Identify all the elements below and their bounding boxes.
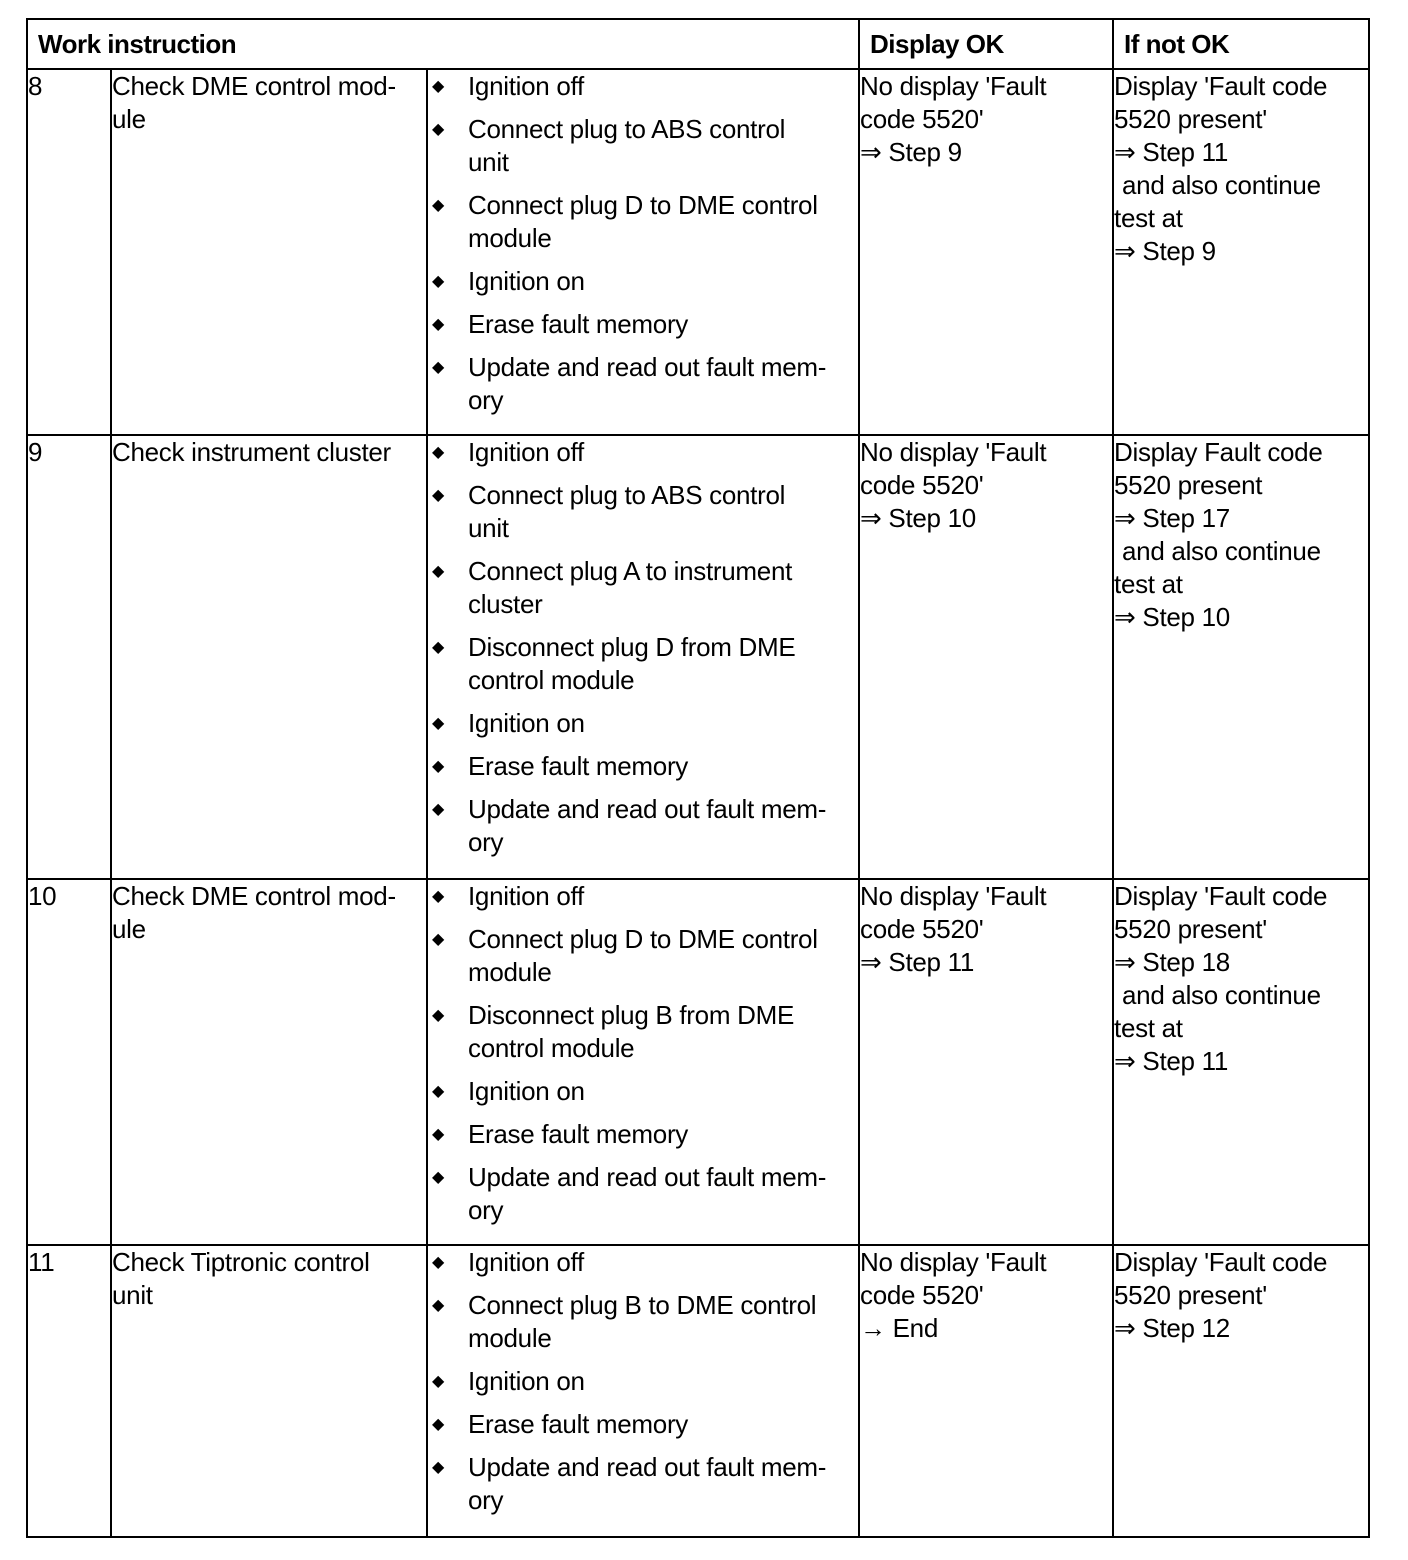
action-text: Update and read out fault mem- ory [468, 352, 827, 415]
if-not-ok-line: ⇒ Step 17 [1114, 503, 1230, 533]
if-not-ok-line: ⇒ Step 11 [1114, 1046, 1229, 1076]
display-ok-line: No display 'Fault [860, 881, 1047, 911]
list-item [428, 631, 858, 697]
action-text: Connect plug D to DME control module [468, 190, 818, 253]
if-not-ok-cell [1113, 1245, 1369, 1537]
display-ok-line: No display 'Fault [860, 71, 1047, 101]
if-not-ok-line: Display 'Fault code [1114, 71, 1328, 101]
table-row [27, 1245, 1369, 1537]
action-text: Update and read out fault mem- ory [468, 1162, 827, 1225]
action-list-cell [427, 69, 859, 435]
action-text: Ignition on [468, 266, 585, 296]
if-not-ok-line: and also continue [1122, 170, 1321, 200]
header-if-not-ok: If not OK [1113, 19, 1369, 69]
action-text: Erase fault memory [468, 1409, 689, 1439]
list-item [428, 880, 858, 913]
diamond-bullet-icon: ◆ [432, 639, 445, 656]
diamond-bullet-icon: ◆ [432, 121, 445, 138]
list-item [428, 479, 858, 545]
diamond-bullet-icon: ◆ [432, 273, 445, 290]
diamond-bullet-icon: ◆ [432, 359, 445, 376]
if-not-ok-line: 5520 present' [1114, 104, 1267, 134]
diamond-bullet-icon: ◆ [432, 563, 445, 580]
display-ok-cell [859, 435, 1113, 879]
action-text: Connect plug A to instrument cluster [468, 556, 793, 619]
if-not-ok-line: Display 'Fault code [1114, 881, 1328, 911]
list-item [428, 923, 858, 989]
action-text: Erase fault memory [468, 1119, 689, 1149]
if-not-ok-cell [1113, 879, 1369, 1245]
action-text: Ignition off [468, 881, 584, 911]
display-ok-line: code 5520' [860, 104, 984, 134]
diamond-bullet-icon: ◆ [432, 316, 445, 333]
if-not-ok-line: test at [1114, 203, 1183, 233]
diamond-bullet-icon: ◆ [432, 197, 445, 214]
diamond-bullet-icon: ◆ [432, 1297, 445, 1314]
if-not-ok-line: ⇒ Step 9 [1114, 236, 1216, 266]
diamond-bullet-icon: ◆ [432, 1254, 445, 1271]
display-ok-line: code 5520' [860, 1280, 984, 1310]
if-not-ok-line: ⇒ Step 11 [1114, 137, 1229, 167]
work-instruction-table [26, 18, 1370, 1538]
list-item [428, 1161, 858, 1227]
action-text: Connect plug to ABS control unit [468, 480, 786, 543]
display-ok-line: code 5520' [860, 470, 984, 500]
action-text: Ignition off [468, 1247, 584, 1277]
diamond-bullet-icon: ◆ [432, 1126, 445, 1143]
table-header-row [27, 19, 1369, 69]
action-text: Ignition on [468, 1366, 585, 1396]
list-item [428, 436, 858, 469]
if-not-ok-line: Display 'Fault code [1114, 1247, 1328, 1277]
list-item [428, 1451, 858, 1517]
list-item [428, 113, 858, 179]
if-not-ok-line: 5520 present [1114, 470, 1263, 500]
if-not-ok-line: ⇒ Step 12 [1114, 1313, 1230, 1343]
display-ok-cell [859, 879, 1113, 1245]
if-not-ok-line: and also continue [1122, 980, 1321, 1010]
if-not-ok-line: ⇒ Step 18 [1114, 947, 1230, 977]
action-text: Ignition on [468, 708, 585, 738]
if-not-ok-cell [1113, 435, 1369, 879]
list-item [428, 351, 858, 417]
diamond-bullet-icon: ◆ [432, 1459, 445, 1476]
if-not-ok-line: ⇒ Step 10 [1114, 602, 1230, 632]
header-display-ok: Display OK [859, 19, 1113, 69]
display-ok-cell [859, 1245, 1113, 1537]
display-ok-line: No display 'Fault [860, 437, 1047, 467]
if-not-ok-line: Display Fault code [1114, 437, 1323, 467]
table-body [27, 69, 1369, 1537]
list-item [428, 1118, 858, 1151]
diamond-bullet-icon: ◆ [432, 1169, 445, 1186]
step-number: 10 [27, 879, 111, 1245]
if-not-ok-cell [1113, 69, 1369, 435]
diamond-bullet-icon: ◆ [432, 1416, 445, 1433]
action-text: Erase fault memory [468, 751, 689, 781]
list-item [428, 1365, 858, 1398]
display-ok-line: No display 'Fault [860, 1247, 1047, 1277]
step-number: 8 [27, 69, 111, 435]
header-work-instruction: Work instruction [27, 19, 859, 69]
display-ok-line: ⇒ Step 11 [860, 947, 975, 977]
display-ok-line: ⇒ Step 10 [860, 503, 976, 533]
list-item [428, 555, 858, 621]
list-item [428, 308, 858, 341]
step-description: Check DME control mod- ule [111, 879, 427, 1245]
diamond-bullet-icon: ◆ [432, 888, 445, 905]
action-text: Erase fault memory [468, 309, 689, 339]
action-list-cell [427, 879, 859, 1245]
action-text: Disconnect plug B from DME control module [468, 1000, 794, 1063]
action-list [428, 1246, 858, 1517]
list-item [428, 707, 858, 740]
step-description: Check instrument cluster [111, 435, 427, 879]
list-item [428, 793, 858, 859]
action-list-cell [427, 435, 859, 879]
action-list [428, 436, 858, 859]
display-ok-cell [859, 69, 1113, 435]
list-item [428, 70, 858, 103]
if-not-ok-line: test at [1114, 1013, 1183, 1043]
list-item [428, 1075, 858, 1108]
display-ok-line: → End [860, 1313, 939, 1343]
table-row [27, 435, 1369, 879]
step-description: Check Tiptronic control unit [111, 1245, 427, 1537]
if-not-ok-line: and also continue [1122, 536, 1321, 566]
action-text: Connect plug D to DME control module [468, 924, 818, 987]
diamond-bullet-icon: ◆ [432, 1007, 445, 1024]
list-item [428, 750, 858, 783]
diamond-bullet-icon: ◆ [432, 931, 445, 948]
action-text: Ignition off [468, 71, 584, 101]
display-ok-line: code 5520' [860, 914, 984, 944]
action-text: Connect plug B to DME control module [468, 1290, 817, 1353]
diamond-bullet-icon: ◆ [432, 758, 445, 775]
diamond-bullet-icon: ◆ [432, 487, 445, 504]
diamond-bullet-icon: ◆ [432, 801, 445, 818]
action-text: Update and read out fault mem- ory [468, 794, 827, 857]
display-ok-line: ⇒ Step 9 [860, 137, 962, 167]
diamond-bullet-icon: ◆ [432, 444, 445, 461]
action-text: Ignition on [468, 1076, 585, 1106]
action-list [428, 70, 858, 417]
action-text: Update and read out fault mem- ory [468, 1452, 827, 1515]
action-text: Connect plug to ABS control unit [468, 114, 786, 177]
diamond-bullet-icon: ◆ [432, 78, 445, 95]
list-item [428, 999, 858, 1065]
table-row [27, 69, 1369, 435]
step-description: Check DME control mod- ule [111, 69, 427, 435]
diamond-bullet-icon: ◆ [432, 715, 445, 732]
diamond-bullet-icon: ◆ [432, 1373, 445, 1390]
if-not-ok-line: test at [1114, 569, 1183, 599]
list-item [428, 265, 858, 298]
step-number: 9 [27, 435, 111, 879]
action-list-cell [427, 1245, 859, 1537]
action-text: Ignition off [468, 437, 584, 467]
diamond-bullet-icon: ◆ [432, 1083, 445, 1100]
step-number: 11 [27, 1245, 111, 1537]
list-item [428, 1289, 858, 1355]
table-row [27, 879, 1369, 1245]
action-text: Disconnect plug D from DME control module [468, 632, 796, 695]
action-list [428, 880, 858, 1227]
list-item [428, 1408, 858, 1441]
list-item [428, 189, 858, 255]
list-item [428, 1246, 858, 1279]
if-not-ok-line: 5520 present' [1114, 1280, 1267, 1310]
if-not-ok-line: 5520 present' [1114, 914, 1267, 944]
